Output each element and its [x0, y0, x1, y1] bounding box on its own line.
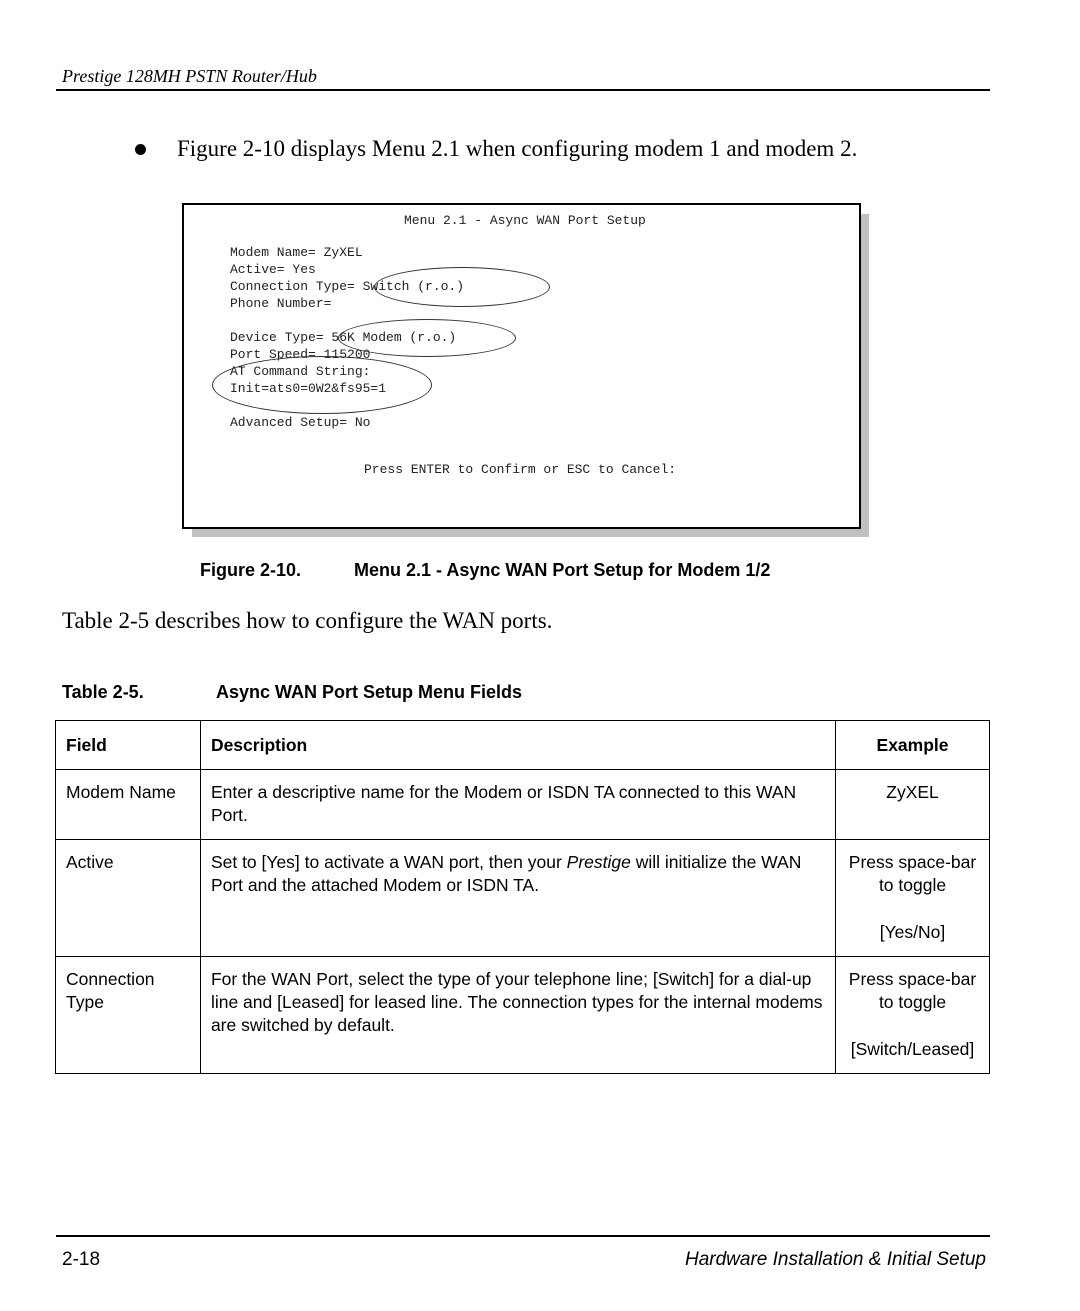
example-value: [Yes/No] [879, 922, 946, 942]
table-header-row [56, 721, 990, 770]
fields-table [55, 720, 990, 1074]
screen-line: Active= Yes [230, 262, 316, 277]
desc-text: Set to [Yes] to activate a WAN port, then your [210, 852, 567, 872]
page-number: 2-18 [62, 1249, 101, 1270]
header-example: Example [836, 721, 990, 770]
screen-line: AT Command String: [230, 364, 371, 379]
table-caption [62, 682, 522, 703]
table-row [56, 840, 990, 957]
screen-line: Port Speed= 115200 [230, 347, 371, 362]
body-paragraph: Table 2-5 describes how to configure the WAN ports. [62, 608, 553, 633]
bullet-icon [135, 144, 146, 155]
screen-prompt: Press ENTER to Confirm or ESC to Cancel: [364, 462, 677, 477]
page-header-title: Prestige 128MH PSTN Router/Hub [62, 66, 317, 86]
cell-example [836, 770, 990, 840]
example-value: Press space-bar to toggle [848, 969, 977, 1012]
terminal-screen [182, 203, 861, 529]
cell-description [200, 840, 835, 957]
highlight-oval [374, 267, 550, 307]
figure-title: Menu 2.1 - Async WAN Port Setup for Modem 1/2 [354, 560, 771, 580]
example-value: Press space-bar to toggle [848, 852, 977, 895]
screen-line: Modem Name= ZyXEL [230, 245, 363, 260]
figure-number: Figure 2-10. [200, 560, 302, 580]
footer-rule [56, 1235, 990, 1237]
highlight-oval [212, 356, 432, 414]
cell-example [836, 840, 990, 957]
cell-field: Active [56, 840, 201, 957]
screen-line: Advanced Setup= No [230, 415, 371, 430]
cell-field: Modem Name [56, 770, 201, 840]
header-description: Description [200, 721, 835, 770]
cell-example [836, 957, 990, 1074]
screen-line: Init=ats0=0W2&fs95=1 [230, 381, 387, 396]
table-row [56, 770, 990, 840]
intro-text: Figure 2-10 displays Menu 2.1 when configuring modem 1 and modem 2. [177, 136, 858, 161]
header-rule [56, 89, 990, 91]
table-title: Async WAN Port Setup Menu Fields [216, 682, 523, 702]
screen-line: Phone Number= [230, 296, 332, 311]
cell-description: Enter a descriptive name for the Modem or ISDN TA connected to this WAN Port. [200, 770, 835, 840]
desc-emphasis: Prestige [566, 852, 631, 872]
header-field: Field [56, 721, 201, 770]
table-row [56, 957, 990, 1074]
cell-description: For the WAN Port, select the type of your telephone line; [Switch] for a dial-up line and [Leased] for leased line. The connection types for the internal modems are switched by default. [200, 957, 835, 1074]
example-value: [Switch/Leased] [850, 1039, 975, 1059]
footer-section-title: Hardware Installation & Initial Setup [685, 1249, 986, 1270]
screen-line: Device Type= 56K Modem (r.o.) [230, 330, 457, 345]
screen-line: Connection Type= Switch (r.o.) [230, 279, 465, 294]
cell-field: Connection Type [56, 957, 201, 1074]
figure-caption [200, 560, 770, 581]
table-number: Table 2-5. [62, 682, 144, 702]
highlight-oval [338, 319, 516, 357]
desc-text: will initialize the WAN Port and the attached Modem or ISDN TA. [210, 852, 802, 895]
example-value: ZyXEL [886, 782, 939, 802]
screen-title: Menu 2.1 - Async WAN Port Setup [404, 213, 646, 228]
